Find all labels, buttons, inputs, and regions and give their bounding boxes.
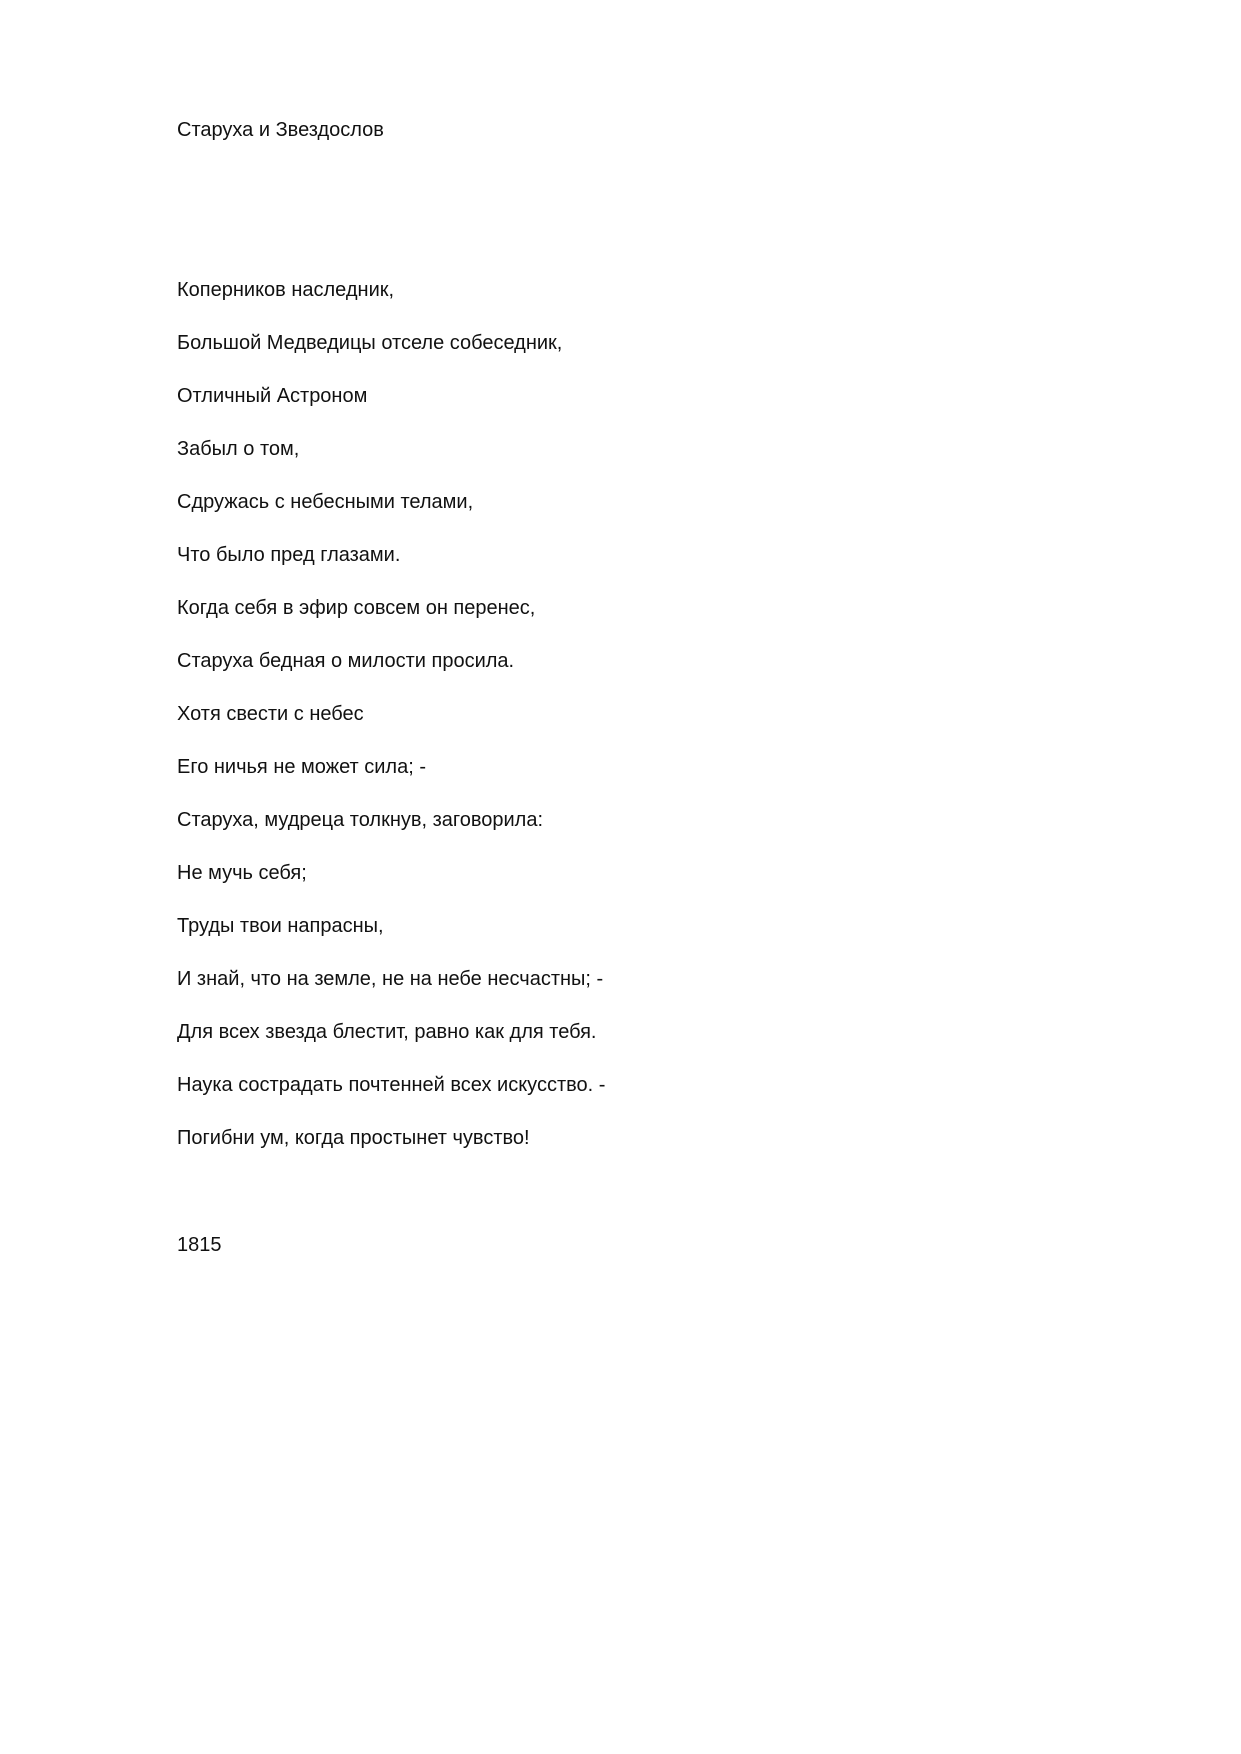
poem-line: Наука сострадать почтенней всех искусство. - (177, 1074, 606, 1096)
poem-line: Большой Медведицы отселе собеседник, (177, 332, 563, 354)
poem-line: Коперников наследник, (177, 279, 395, 301)
poem-line: Погибни ум, когда простынет чувство! (177, 1127, 530, 1149)
poem-line: И знай, что на земле, не на небе несчастны; - (177, 968, 604, 990)
poem-line: Когда себя в эфир совсем он перенес, (177, 597, 536, 619)
poem-line: Отличный Астроном (177, 385, 368, 407)
poem-line: Хотя свести с небес (177, 703, 364, 725)
poem-year: 1815 (177, 1234, 222, 1256)
poem-line: Забыл о том, (177, 438, 300, 460)
poem-line: Его ничья не может сила; - (177, 756, 426, 778)
poem-line: Старуха, мудреца толкнув, заговорила: (177, 809, 544, 831)
poem-line: Труды твои напрасны, (177, 915, 384, 937)
poem-line: Для всех звезда блестит, равно как для тебя. (177, 1021, 597, 1043)
poem-line: Не мучь себя; (177, 862, 307, 884)
poem-title: Старуха и Звездослов (177, 119, 384, 141)
poem-line: Что было пред глазами. (177, 544, 401, 566)
poem-body (177, 277, 605, 1178)
poem-line: Старуха бедная о милости просила. (177, 650, 515, 672)
poem-line: Сдружась с небесными телами, (177, 491, 474, 513)
